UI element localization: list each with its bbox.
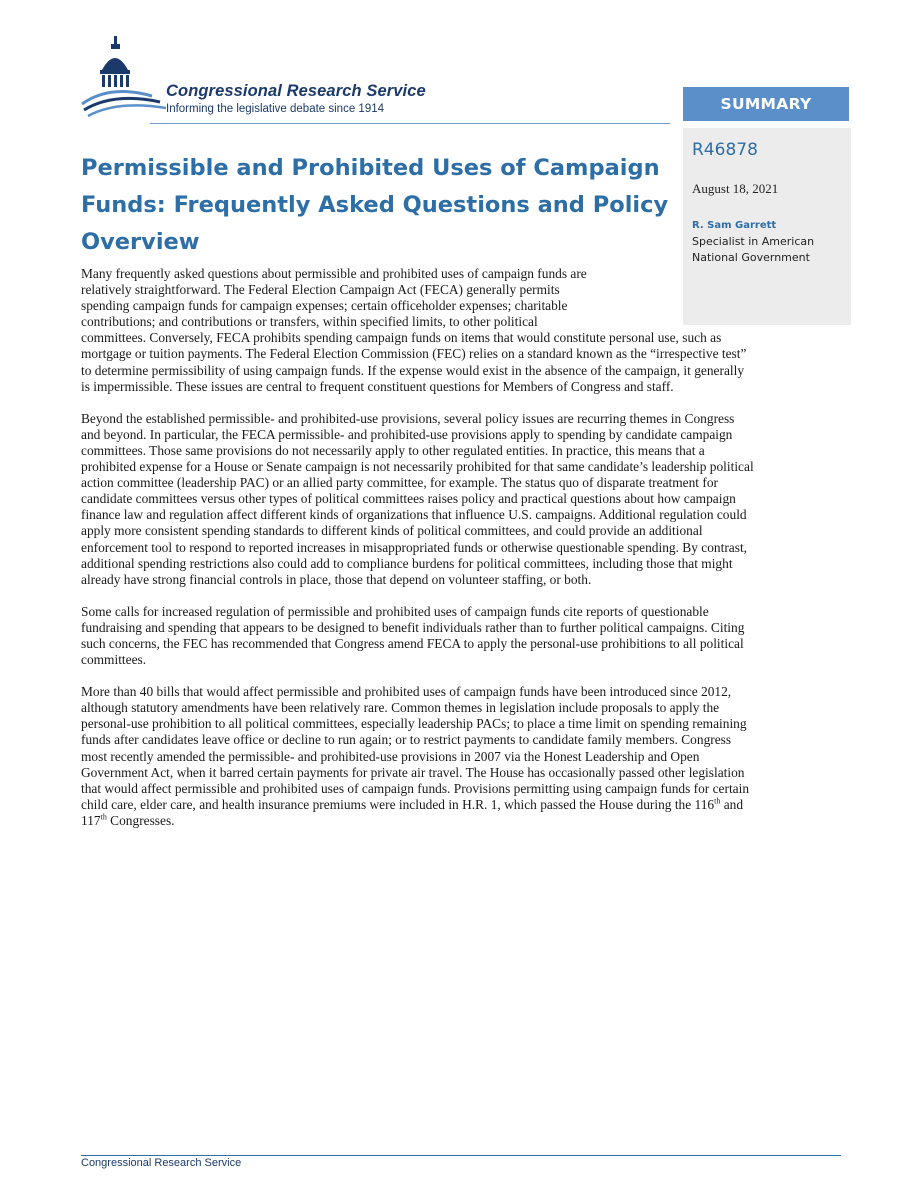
text-line: personal-use prohibition to all political committees, especially leadership PACs; to place a time limit on spending remaining (81, 716, 747, 732)
text-line: contributions; and contributions or transfers, within specified limits, to other political (81, 314, 538, 330)
capitol-dome-icon (80, 34, 166, 124)
author-title: Specialist in American National Government (692, 235, 815, 264)
superscript: th (100, 812, 107, 822)
text-line (81, 797, 845, 813)
text-line: committees. Conversely, FECA prohibits spending campaign funds on items that would constitute personal use, such as (81, 330, 722, 346)
report-number: R46878 (692, 140, 758, 160)
text-line: to determine permissibility of using campaign funds. If the expense would exist in the absence of the campaign, it generally (81, 362, 745, 378)
page-title: Permissible and Prohibited Uses of Campaign Funds: Frequently Asked Questions and Policy Overview (81, 155, 669, 255)
text-line: that would affect permissible and prohibited uses of campaign funds. Provisions permitting using campaign funds for certain (81, 780, 750, 796)
text-line: additional spending restrictions also could add to compliance burdens for political committees, including those that might (81, 555, 733, 571)
text-line: action committee (leadership PAC) or an allied party committee, for example. The status quo of disparate treatment for (81, 475, 718, 491)
paragraph-2 (81, 411, 845, 588)
footer-text: Congressional Research Service (81, 1157, 242, 1169)
paragraph-4 (81, 684, 845, 829)
text-line (81, 813, 845, 829)
text-line: and beyond. In particular, the FECA permissible- and prohibited-use provisions apply to spending by candidate campaign (81, 426, 733, 442)
text-line: committees. (81, 652, 147, 668)
superscript: th (714, 796, 721, 806)
text-line: relatively straightforward. The Federal Election Campaign Act (FECA) generally permits (81, 282, 560, 298)
text-line: spending campaign funds for campaign expenses; certain officeholder expenses; charitable (81, 298, 568, 314)
summary-label: SUMMARY (683, 87, 849, 121)
text-line: Many frequently asked questions about permissible and prohibited uses of campaign funds are (81, 266, 587, 281)
crs-logo (80, 34, 480, 124)
text-line: More than 40 bills that would affect permissible and prohibited uses of campaign funds have been introduced since 2012, (81, 684, 732, 700)
summary-body (81, 266, 845, 845)
text-line: although statutory amendments have been relatively rare. Common themes in legislation include proposals to apply the (81, 700, 720, 716)
text-fragment: Congresses. (106, 812, 175, 828)
org-tagline: Informing the legislative debate since 1914 (166, 103, 385, 115)
text-line: mortgage or tuition payments. The Federal Election Commission (FEC) relies on a standard known as the “irrespective test” (81, 346, 747, 362)
text-line: committees. Those same provisions do not necessarily apply to other regulated entities. In practice, this means that a (81, 442, 705, 458)
paragraph-1 (81, 266, 845, 395)
text-line: such concerns, the FEC has recommended that Congress amend FECA to apply the personal-use prohibitions to all political (81, 635, 744, 651)
text-fragment: 117 (81, 812, 101, 828)
text-line: already have strong financial controls in place, those that depend on volunteer staffing, or both. (81, 571, 592, 587)
text-line: enforcement tool to respond to reported increases in misappropriated funds or otherwise questionable spending. By contrast, (81, 539, 748, 555)
author-name: R. Sam Garrett (692, 220, 777, 231)
footer-divider (81, 1155, 841, 1156)
header-divider (150, 123, 670, 124)
text-fragment: child care, elder care, and health insurance premiums were included in H.R. 1, which passed the House during the 116 (81, 796, 715, 812)
paragraph-3 (81, 604, 845, 668)
text-line: most recently amended the permissible- and prohibited-use provisions in 2007 via the Honest Leadership and Open (81, 748, 700, 764)
text-line: apply more consistent spending standards to different kinds of political committees, and could provide an additional (81, 523, 703, 539)
text-line: funds after candidates leave office or decline to run again; or to restrict payments to candidate family members. Congress (81, 732, 732, 748)
text-line: is impermissible. These issues are central to frequent constituent questions for Members of Congress and staff. (81, 378, 674, 394)
text-line: Some calls for increased regulation of permissible and prohibited uses of campaign funds cite reports of questionable (81, 603, 709, 619)
report-date: August 18, 2021 (692, 181, 779, 196)
text-line: candidate committees versus other types of political committees raises policy and practical questions about how campaign (81, 491, 736, 507)
text-line: finance law and regulation affect different kinds of organizations that influence U.S. campaigns. Additional regulation could (81, 507, 747, 523)
text-line: Government Act, when it barred certain payments for private air travel. The House has occasionally passed other legislation (81, 764, 745, 780)
text-line: Beyond the established permissible- and prohibited-use provisions, several policy issues are recurring themes in Congress (81, 410, 735, 426)
org-name: Congressional Research Service (166, 82, 426, 100)
text-line: fundraising and spending that appears to be designed to benefit individuals rather than to further political campaigns. Citing (81, 619, 745, 635)
text-fragment: and (720, 796, 744, 812)
text-line: prohibited expense for a House or Senate campaign is not necessarily prohibited for that same candidate’s leadership political (81, 459, 754, 475)
